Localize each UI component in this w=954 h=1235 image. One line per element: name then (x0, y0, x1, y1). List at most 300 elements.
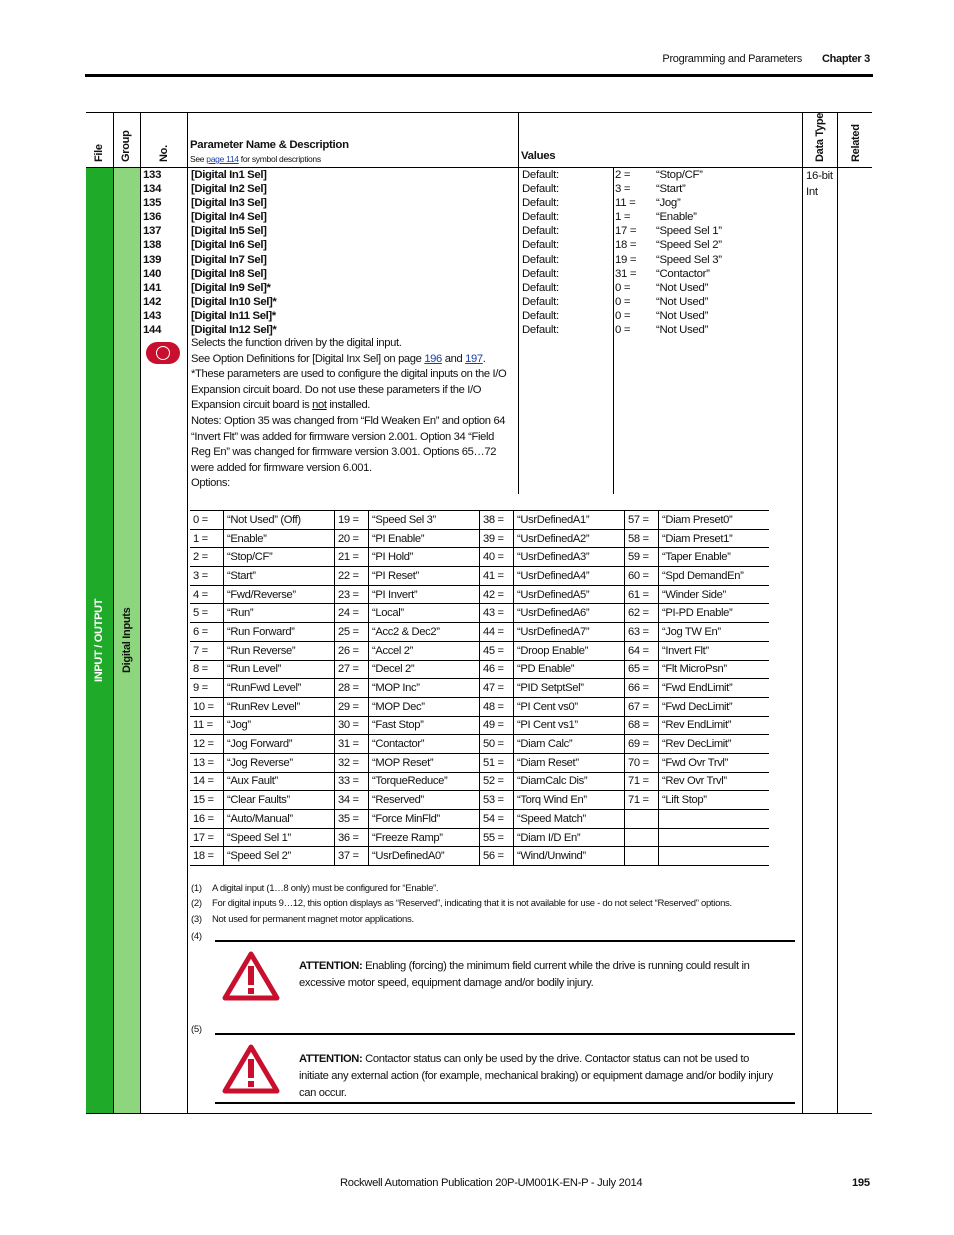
option-number: 70 = (625, 753, 659, 772)
default-value-number: 0 = (615, 281, 631, 294)
attention-2-key: (5) (191, 1024, 202, 1035)
option-number: 0 = (190, 511, 224, 530)
option-label: “Diam Calc” (514, 735, 625, 754)
attention-body: Contactor status can only be used by the drive. Contactor status can not be used to initiate any external action (for example, mechanical braking) or equipment damage and/or bodily injury can occur. (299, 1053, 773, 1099)
option-label: “UsrDefinedA3” (514, 548, 625, 567)
param-number: 137 (143, 225, 162, 238)
param-names (191, 168, 276, 337)
datatype-cell (806, 168, 833, 200)
option-label: “Acc2 & Dec2” (369, 623, 480, 642)
param-name: [Digital In5 Sel] (191, 225, 267, 238)
param-description (191, 336, 516, 492)
col-divider-no (187, 112, 188, 1113)
param-number: 140 (143, 267, 162, 280)
option-row (190, 791, 769, 810)
datatype-bits: 16-bit (806, 170, 833, 182)
option-number: 30 = (335, 716, 369, 735)
option-number: 4 = (190, 585, 224, 604)
desc-see-text: See Option Definitions for [Digital Inx Sel] on page (191, 352, 425, 365)
option-number: 53 = (480, 791, 514, 810)
param-defaults (522, 168, 559, 337)
option-number: 64 = (625, 641, 659, 660)
option-number: 18 = (190, 847, 224, 866)
attention-2-bottom-rule (215, 1102, 795, 1104)
table-top-border (86, 112, 872, 113)
option-number: 59 = (625, 548, 659, 567)
option-label (659, 828, 770, 847)
option-label: “Rev Ovr Trvl” (659, 772, 770, 791)
default-value-text: “Start” (656, 183, 686, 196)
option-label: “Reserved” (369, 791, 480, 810)
page-number: 195 (852, 1177, 870, 1189)
option-label: “UsrDefinedA2” (514, 529, 625, 548)
option-number: 27 = (335, 660, 369, 679)
option-label: “PID SetptSel” (514, 679, 625, 698)
group-label: Digital Inputs (121, 607, 133, 673)
option-label: “Fwd/Reverse” (224, 585, 335, 604)
option-label: “Diam I/D En” (514, 828, 625, 847)
option-row (190, 585, 769, 604)
param-name: [Digital In8 Sel] (191, 267, 267, 280)
option-row (190, 679, 769, 698)
option-number: 2 = (190, 548, 224, 567)
table-bottom-border (86, 1113, 872, 1114)
option-label: “Not Used” (Off) (224, 511, 335, 530)
option-label: “PI Invert” (369, 585, 480, 604)
param-number: 143 (143, 309, 162, 322)
default-value-number: 0 = (615, 295, 631, 308)
option-number: 68 = (625, 716, 659, 735)
option-number (625, 847, 659, 866)
option-label: “Torq Wind En” (514, 791, 625, 810)
option-number: 43 = (480, 604, 514, 623)
option-number: 55 = (480, 828, 514, 847)
option-label: “Fwd DecLimit” (659, 697, 770, 716)
param-number: 144 (143, 324, 162, 337)
option-label: “Rev DecLimit” (659, 735, 770, 754)
option-number: 24 = (335, 604, 369, 623)
default-label: Default: (522, 295, 559, 308)
attention-1-top-rule (215, 940, 795, 942)
option-label: “PI-PD Enable” (659, 604, 770, 623)
default-value-text: “Stop/CF” (656, 169, 703, 181)
option-number: 34 = (335, 791, 369, 810)
option-number: 47 = (480, 679, 514, 698)
option-number: 50 = (480, 735, 514, 754)
option-label: “Taper Enable” (659, 548, 770, 567)
option-label: “Clear Faults” (224, 791, 335, 810)
col-divider-datatype (837, 112, 838, 1113)
attention-1-key: (4) (191, 931, 202, 942)
option-number: 13 = (190, 753, 224, 772)
options-table (190, 510, 769, 866)
option-label: “PI Hold” (369, 548, 480, 567)
option-number: 19 = (335, 511, 369, 530)
option-number: 71 = (625, 772, 659, 791)
option-number: 36 = (335, 828, 369, 847)
option-label: “PI Reset” (369, 567, 480, 586)
option-label: “UsrDefinedA7” (514, 623, 625, 642)
symbol-note-suffix: for symbol descriptions (238, 154, 321, 164)
option-row (190, 847, 769, 866)
option-number: 49 = (480, 716, 514, 735)
footnote-text: A digital input (1…8 only) must be configured for “Enable”. (212, 883, 439, 894)
option-label: “UsrDefinedA6” (514, 604, 625, 623)
option-number: 11 = (190, 716, 224, 735)
default-label: Default: (522, 239, 559, 252)
header-values: Values (521, 150, 556, 162)
chapter-label: Chapter 3 (821, 53, 870, 65)
option-number: 25 = (335, 623, 369, 642)
option-number: 37 = (335, 847, 369, 866)
option-number: 65 = (625, 660, 659, 679)
default-value-numbers (615, 168, 636, 337)
option-number: 29 = (335, 697, 369, 716)
header-rule (85, 74, 873, 77)
default-label: Default: (522, 281, 559, 294)
datatype-kind: Int (806, 186, 818, 198)
option-label: “Diam Reset” (514, 753, 625, 772)
header-file: File (93, 144, 105, 162)
warning-triangle-icon (222, 951, 280, 1001)
option-label: “Diam Preset1” (659, 529, 770, 548)
default-value-number: 31 = (615, 267, 637, 280)
col-divider-values-end (802, 112, 803, 1113)
default-value-number: 2 = (615, 169, 631, 181)
default-value-text: “Not Used” (656, 281, 709, 294)
param-number: 136 (143, 211, 162, 224)
param-name: [Digital In12 Sel]* (191, 324, 277, 337)
option-row (190, 735, 769, 754)
desc-expansion-note: *These parameters are used to configure the digital inputs on the I/O Expansion circuit board. Do not use these parameters if the I/O Expansion circuit board is (191, 368, 507, 412)
default-label: Default: (522, 225, 559, 238)
default-value-number: 3 = (615, 183, 631, 196)
option-label: “TorqueReduce” (369, 772, 480, 791)
option-number: 69 = (625, 735, 659, 754)
option-label: “Freeze Ramp” (369, 828, 480, 847)
attention-body: Enabling (forcing) the minimum field current while the drive is running could result in excessive motor speed, equipment damage and/or bodily injury. (299, 960, 750, 989)
option-number: 1 = (190, 529, 224, 548)
option-label: “Flt MicroPsn” (659, 660, 770, 679)
option-number: 9 = (190, 679, 224, 698)
symbol-note-prefix: See (190, 154, 207, 164)
option-number: 15 = (190, 791, 224, 810)
option-label: “MOP Dec” (369, 697, 480, 716)
option-number: 61 = (625, 585, 659, 604)
option-label: “Run” (224, 604, 335, 623)
option-number: 3 = (190, 567, 224, 586)
footnote-text: For digital inputs 9…12, this option displays as “Reserved”, indicating that it is not available for use - do not select “Reserved” options. (212, 898, 732, 909)
footnote-1 (191, 883, 438, 894)
default-value-text: “Speed Sel 1” (656, 225, 722, 238)
option-label: “Winder Side” (659, 585, 770, 604)
attention-2-text (299, 1051, 779, 1102)
default-value-number: 19 = (615, 253, 637, 266)
param-number: 133 (143, 169, 162, 181)
default-value-number: 1 = (615, 211, 631, 224)
default-label: Default: (522, 253, 559, 266)
option-number: 16 = (190, 810, 224, 829)
default-value-number: 0 = (615, 309, 631, 322)
desc-installed: installed. (326, 399, 371, 412)
default-value-text: “Enable” (656, 211, 697, 224)
default-value-number: 17 = (615, 225, 637, 238)
param-number: 138 (143, 239, 162, 252)
option-number: 35 = (335, 810, 369, 829)
option-label: “Jog” (224, 716, 335, 735)
param-number: 141 (143, 281, 162, 294)
file-label: INPUT / OUTPUT (93, 598, 105, 682)
col-divider-group (140, 112, 141, 1113)
option-number: 14 = (190, 772, 224, 791)
option-label: “DiamCalc Dis” (514, 772, 625, 791)
default-value-text: “Jog” (656, 197, 681, 210)
page-197-link[interactable]: 197 (465, 352, 483, 365)
option-label: “Fast Stop” (369, 716, 480, 735)
section-title: Programming and Parameters (662, 53, 802, 65)
running-header (662, 53, 870, 65)
default-label: Default: (522, 324, 559, 337)
default-label: Default: (522, 169, 559, 181)
footnote-2 (191, 898, 732, 909)
option-row (190, 753, 769, 772)
option-label: “Start” (224, 567, 335, 586)
option-number: 56 = (480, 847, 514, 866)
desc-line-2 (191, 352, 516, 368)
option-label: “Speed Sel 3” (369, 511, 480, 530)
option-number: 71 = (625, 791, 659, 810)
option-number: 45 = (480, 641, 514, 660)
option-row (190, 716, 769, 735)
option-number: 58 = (625, 529, 659, 548)
header-related: Related (850, 124, 862, 162)
option-label: “Contactor” (369, 735, 480, 754)
option-row (190, 641, 769, 660)
param-name: [Digital In2 Sel] (191, 183, 267, 196)
option-label: “Rev EndLimit” (659, 716, 770, 735)
default-value-text: “Speed Sel 2” (656, 239, 722, 252)
default-value-text: “Not Used” (656, 324, 709, 337)
option-label (659, 847, 770, 866)
option-number: 32 = (335, 753, 369, 772)
option-number: 38 = (480, 511, 514, 530)
option-row (190, 567, 769, 586)
option-label: “Wind/Unwind” (514, 847, 625, 866)
default-value-text: “Not Used” (656, 295, 709, 308)
option-label: “Fwd EndLimit” (659, 679, 770, 698)
attention-label: ATTENTION: (299, 960, 363, 972)
param-number: 139 (143, 253, 162, 266)
option-number: 39 = (480, 529, 514, 548)
option-label: “MOP Inc” (369, 679, 480, 698)
option-number: 8 = (190, 660, 224, 679)
option-number: 66 = (625, 679, 659, 698)
option-number: 10 = (190, 697, 224, 716)
default-label: Default: (522, 267, 559, 280)
desc-and: and (441, 352, 466, 365)
default-label: Default: (522, 197, 559, 210)
param-name: [Digital In10 Sel]* (191, 295, 277, 308)
default-value-text: “Contactor” (656, 267, 710, 280)
header-symbol-note (190, 154, 321, 164)
footnote-key: (2) (191, 898, 202, 909)
default-label: Default: (522, 309, 559, 322)
option-label: “Auto/Manual” (224, 810, 335, 829)
option-label: “Aux Fault” (224, 772, 335, 791)
param-name: [Digital In4 Sel] (191, 211, 267, 224)
desc-not: not (312, 399, 327, 412)
option-label: “Accel 2” (369, 641, 480, 660)
option-label: “Local” (369, 604, 480, 623)
option-number: 7 = (190, 641, 224, 660)
option-label: “Enable” (224, 529, 335, 548)
header-datatype: Data Type (814, 112, 826, 162)
option-number (625, 828, 659, 847)
option-row (190, 810, 769, 829)
default-value-number: 11 = (615, 197, 636, 210)
option-row (190, 828, 769, 847)
param-name: [Digital In7 Sel] (191, 253, 267, 266)
option-label: “Run Forward” (224, 623, 335, 642)
option-number: 44 = (480, 623, 514, 642)
option-label: “UsrDefinedA4” (514, 567, 625, 586)
option-number: 60 = (625, 567, 659, 586)
page-196-link[interactable]: 196 (424, 352, 442, 365)
option-label: “Decel 2” (369, 660, 480, 679)
option-label: “Invert Flt” (659, 641, 770, 660)
param-numbers (143, 168, 161, 337)
option-number: 28 = (335, 679, 369, 698)
option-number: 31 = (335, 735, 369, 754)
option-number: 46 = (480, 660, 514, 679)
option-label: “Lift Stop” (659, 791, 770, 810)
header-no: No. (158, 145, 170, 162)
default-value-text: “Not Used” (656, 309, 709, 322)
option-label: “Stop/CF” (224, 548, 335, 567)
default-label: Default: (522, 211, 559, 224)
warning-oval-icon (146, 342, 180, 364)
option-label: “Diam Preset0” (659, 511, 770, 530)
param-name: [Digital In9 Sel]* (191, 281, 271, 294)
param-name: [Digital In3 Sel] (191, 197, 267, 210)
header-group: Group (120, 130, 132, 162)
option-row (190, 623, 769, 642)
option-label: “PI Cent vs0” (514, 697, 625, 716)
default-value-texts (656, 168, 722, 337)
option-number: 40 = (480, 548, 514, 567)
attention-label: ATTENTION: (299, 1053, 363, 1065)
default-value-number: 18 = (615, 239, 637, 252)
attention-1-text (299, 958, 779, 992)
col-divider-values (613, 168, 614, 494)
param-name: [Digital In1 Sel] (191, 169, 267, 181)
param-number: 142 (143, 295, 162, 308)
option-row (190, 604, 769, 623)
option-number: 33 = (335, 772, 369, 791)
option-label: “MOP Reset” (369, 753, 480, 772)
option-number: 63 = (625, 623, 659, 642)
desc-line-4: Notes: Option 35 was changed from “Fld Weaken En” and option 64 “Invert Flt” was added for firmware version 2.001. Option 34 “Field Reg En” was changed for firmware version 3.001. Options 65…72 were added for firmware version 6.001. (191, 414, 506, 474)
option-label: “Jog Reverse” (224, 753, 335, 772)
option-number: 26 = (335, 641, 369, 660)
option-number: 54 = (480, 810, 514, 829)
option-row (190, 529, 769, 548)
option-label: “Fwd Ovr Trvl” (659, 753, 770, 772)
footer-publication: Rockwell Automation Publication 20P-UM001K-EN-P - July 2014 (340, 1177, 643, 1189)
option-number: 6 = (190, 623, 224, 642)
option-row (190, 660, 769, 679)
param-name: [Digital In11 Sel]* (191, 309, 276, 322)
default-value-number: 0 = (615, 324, 631, 337)
footnote-text: Not used for permanent magnet motor applications. (212, 914, 414, 925)
default-label: Default: (522, 183, 559, 196)
param-number: 134 (143, 183, 162, 196)
option-label: “PI Enable” (369, 529, 480, 548)
option-number: 22 = (335, 567, 369, 586)
option-row (190, 697, 769, 716)
page-114-link[interactable]: page 114 (206, 154, 239, 164)
option-label: “Run Level” (224, 660, 335, 679)
option-number: 67 = (625, 697, 659, 716)
option-number: 62 = (625, 604, 659, 623)
option-label: “Run Reverse” (224, 641, 335, 660)
footnote-3 (191, 914, 414, 925)
default-value-text: “Speed Sel 3” (656, 253, 722, 266)
option-label: “RunFwd Level” (224, 679, 335, 698)
option-label: “PI Cent vs1” (514, 716, 625, 735)
footnote-key: (3) (191, 914, 202, 925)
option-label: “Jog TW En” (659, 623, 770, 642)
option-number (625, 810, 659, 829)
option-row (190, 772, 769, 791)
option-row (190, 548, 769, 567)
col-divider-name (518, 112, 519, 494)
footnote-key: (1) (191, 883, 202, 894)
option-label: “Speed Match” (514, 810, 625, 829)
option-number: 20 = (335, 529, 369, 548)
option-label: “UsrDefinedA0” (369, 847, 480, 866)
option-number: 5 = (190, 604, 224, 623)
desc-period: . (482, 352, 486, 365)
option-number: 57 = (625, 511, 659, 530)
option-number: 17 = (190, 828, 224, 847)
option-number: 21 = (335, 548, 369, 567)
desc-line-5: Options: (191, 477, 230, 490)
option-number: 23 = (335, 585, 369, 604)
option-row (190, 511, 769, 530)
option-label: “PD Enable” (514, 660, 625, 679)
param-number: 135 (143, 197, 162, 210)
option-label: “Speed Sel 2” (224, 847, 335, 866)
option-number: 12 = (190, 735, 224, 754)
option-label: “UsrDefinedA1” (514, 511, 625, 530)
option-label: “Droop Enable” (514, 641, 625, 660)
warning-triangle-icon (222, 1044, 280, 1094)
option-label: “UsrDefinedA5” (514, 585, 625, 604)
option-number: 41 = (480, 567, 514, 586)
option-label: “Force MinFld” (369, 810, 480, 829)
param-name: [Digital In6 Sel] (191, 239, 267, 252)
option-number: 52 = (480, 772, 514, 791)
option-number: 48 = (480, 697, 514, 716)
option-number: 51 = (480, 753, 514, 772)
desc-line-3 (191, 367, 516, 414)
desc-line-1: Selects the function driven by the digital input. (191, 337, 402, 349)
option-label: “Spd DemandEn” (659, 567, 770, 586)
option-label (659, 810, 770, 829)
option-label: “Jog Forward” (224, 735, 335, 754)
option-label: “Speed Sel 1” (224, 828, 335, 847)
